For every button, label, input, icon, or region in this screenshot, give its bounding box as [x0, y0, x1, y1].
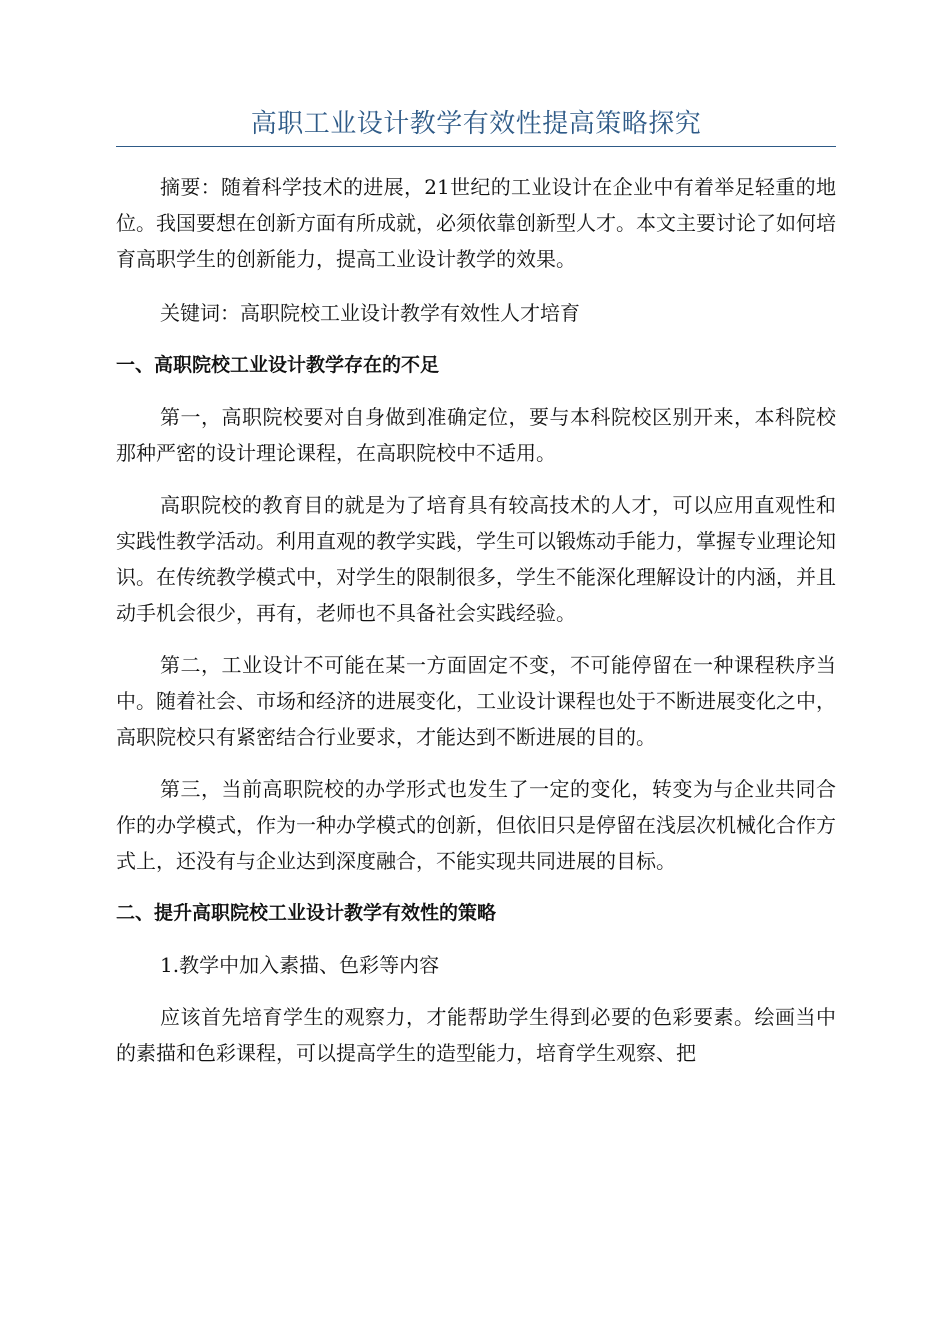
abstract-paragraph: 摘要：随着科学技术的进展，21世纪的工业设计在企业中有着举足轻重的地位。我国要想在创新方面有所成就，必须依靠创新型人才。本文主要讨论了如何培育高职学生的创新能力，提高工业设计教学的效果。: [116, 175, 836, 271]
document-title: 高职工业设计教学有效性提高策略探究: [116, 104, 836, 147]
section1-paragraph-1: 第一，高职院校要对自身做到准确定位，要与本科院校区别开来，本科院校那种严密的设计理论课程，在高职院校中不适用。: [116, 405, 836, 465]
section-heading-2: 二、提升高职院校工业设计教学有效性的策略: [116, 902, 497, 924]
section2-paragraph-1: 应该首先培育学生的观察力，才能帮助学生得到必要的色彩要素。绘画当中的素描和色彩课程，可以提高学生的造型能力，培育学生观察、把: [116, 1005, 836, 1065]
document-page: [116, 104, 836, 1071]
section1-paragraph-3: 第二，工业设计不可能在某一方面固定不变，不可能停留在一种课程秩序当中。随着社会、市场和经济的进展变化，工业设计课程也处于不断进展变化之中，高职院校只有紧密结合行业要求，才能达到不断进展的目的。: [116, 653, 836, 749]
subsection-heading-1: 1.教学中加入素描、色彩等内容: [160, 953, 440, 977]
section1-paragraph-4: 第三，当前高职院校的办学形式也发生了一定的变化，转变为与企业共同合作的办学模式，作为一种办学模式的创新，但依旧只是停留在浅层次机械化合作方式上，还没有与企业达到深度融合，不能实现共同进展的目标。: [116, 777, 836, 873]
section1-paragraph-2: 高职院校的教育目的就是为了培育具有较高技术的人才，可以应用直观性和实践性教学活动。利用直观的教学实践，学生可以锻炼动手能力，掌握专业理论知识。在传统教学模式中，对学生的限制很多，学生不能深化理解设计的内涵，并且动手机会很少，再有，老师也不具备社会实践经验。: [116, 493, 836, 625]
section-heading-1: 一、高职院校工业设计教学存在的不足: [116, 354, 440, 376]
keywords-paragraph: 关键词：高职院校工业设计教学有效性人才培育: [160, 301, 580, 325]
